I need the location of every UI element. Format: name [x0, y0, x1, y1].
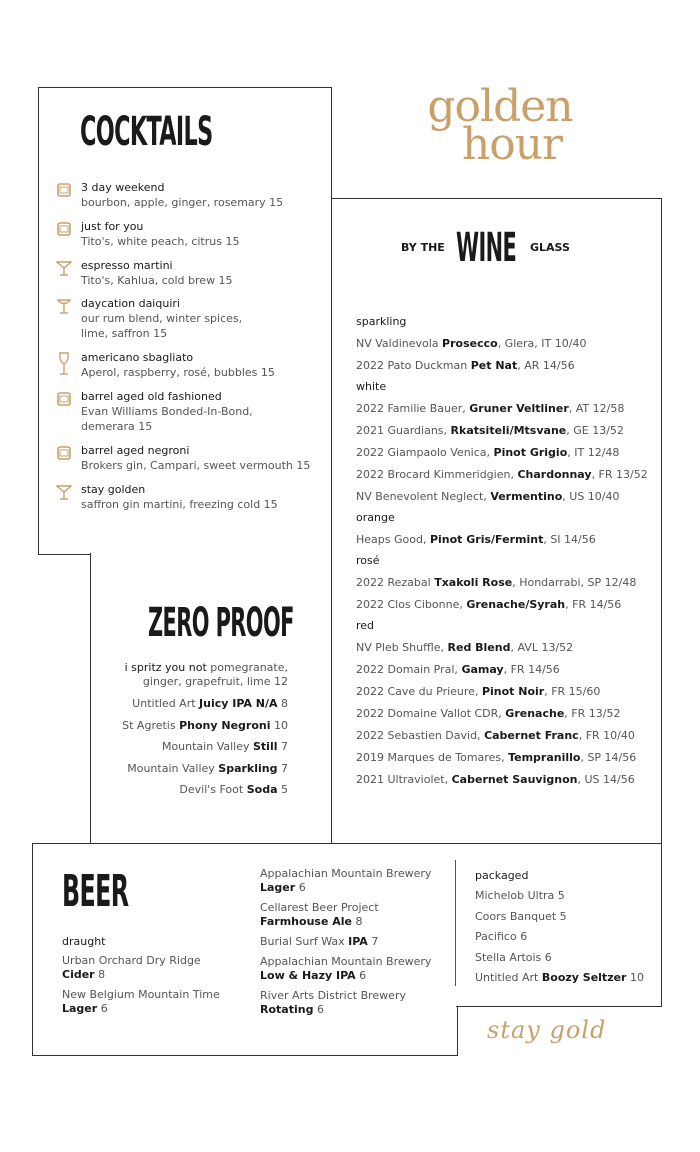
- beer-panel-step: [456, 1006, 661, 1007]
- rocks-glass-icon: [56, 390, 72, 412]
- cocktail-desc: Tito's, white peach, citrus 15: [81, 235, 240, 248]
- wine-origin-price: , FR 13/52: [591, 468, 648, 481]
- cocktail-desc: saffron gin martini, freezing cold 15: [81, 498, 278, 511]
- wine-producer: 2022 Familie Bauer,: [356, 402, 470, 415]
- beer-title: BEER: [62, 866, 129, 917]
- zp-row: [162, 740, 288, 753]
- beer-price: 6: [541, 950, 552, 964]
- beer-style: Lager: [62, 1002, 98, 1015]
- martini-glass-icon: [56, 259, 72, 281]
- wine-row: [356, 773, 635, 786]
- wine-origin-price: , SI 14/56: [543, 533, 596, 546]
- cocktail-item: [81, 350, 326, 380]
- wine-row: [356, 468, 648, 481]
- cocktail-item: [81, 180, 326, 210]
- beer-price: 5: [554, 889, 565, 902]
- wine-producer: 2022 Clos Cibonne,: [356, 598, 467, 611]
- wine-producer: NV Benevolent Neglect,: [356, 490, 491, 503]
- beer-line: [260, 935, 378, 949]
- zp-row: [132, 697, 288, 710]
- zp-price: 10: [270, 718, 288, 732]
- beer-price: 6: [516, 930, 528, 943]
- packaged-item: [475, 951, 552, 964]
- brewery-name: Appalachian Mountain Brewery: [260, 955, 432, 968]
- brewery-name: Urban Orchard Dry Ridge: [62, 954, 201, 967]
- beer-maker: Burial Surf Wax: [260, 935, 349, 948]
- beer-style: Cider: [62, 968, 95, 981]
- wine-producer: 2022 Rezabal: [356, 576, 435, 589]
- wine-origin-price: , Glera, IT 10/40: [497, 337, 587, 350]
- wine-origin-price: , FR 15/60: [544, 685, 601, 698]
- beer-style: IPA: [348, 935, 368, 948]
- beer-item: [260, 935, 378, 949]
- zp-maker: Mountain Valley: [127, 761, 219, 775]
- beer-maker: Pacifico: [475, 930, 517, 943]
- beer-price: 6: [295, 881, 306, 894]
- wine-producer: 2021 Guardians,: [356, 424, 451, 437]
- brand-line1: golden: [427, 81, 573, 132]
- wine-row: [356, 337, 586, 350]
- zp-price: 5: [277, 783, 288, 796]
- brand-logo: [400, 81, 600, 170]
- beer-divider: [455, 860, 456, 986]
- zp-spritz-name: i spritz you not: [124, 661, 207, 674]
- wine-varietal: Pet Nat: [470, 359, 518, 372]
- martini-glass-icon: [56, 483, 72, 505]
- cocktail-item: [81, 443, 326, 473]
- wine-origin-price: , US 10/40: [562, 490, 620, 503]
- wine-varietal: Gamay: [461, 663, 504, 676]
- beer-line: [260, 881, 431, 895]
- zp-drink: Phony Negroni: [179, 718, 271, 732]
- wine-producer: 2022 Cave du Prieure,: [356, 685, 482, 698]
- brewery-name: Appalachian Mountain Brewery: [260, 867, 432, 880]
- cocktail-name: espresso martini: [81, 259, 173, 272]
- cocktail-name: americano sbagliato: [81, 351, 194, 364]
- cocktail-name: barrel aged negroni: [81, 444, 190, 457]
- wine-producer: NV Valdinevola: [356, 337, 443, 350]
- wine-origin-price: , Hondarrabi, SP 12/48: [512, 576, 637, 589]
- zp-spritz-desc: pomegranate,: [206, 661, 288, 674]
- beer-item: [260, 955, 431, 983]
- beer-style: Low & Hazy IPA: [260, 969, 356, 982]
- beer-price: 7: [367, 935, 379, 948]
- wine-varietal: Gruner Veltliner: [469, 402, 569, 415]
- brewery-name: River Arts District Brewery: [260, 989, 406, 1002]
- wine-producer: 2019 Marques de Tomares,: [356, 751, 509, 764]
- wine-row: [356, 685, 600, 698]
- wine-varietal: Pinot Grigio: [493, 446, 568, 459]
- cocktail-desc: Aperol, raspberry, rosé, bubbles 15: [81, 366, 275, 379]
- packaged-item: [475, 910, 567, 923]
- brewery-name: New Belgium Mountain Time: [62, 988, 220, 1001]
- wine-producer: Heaps Good,: [356, 533, 430, 546]
- zp-drink: Juicy IPA N/A: [199, 697, 278, 710]
- wine-row: [356, 533, 596, 546]
- wine-row: [356, 490, 620, 503]
- wine-varietal: Prosecco: [442, 337, 498, 350]
- beer-line: [260, 1003, 406, 1017]
- beer-item: [260, 901, 379, 929]
- wine-row: [356, 446, 619, 459]
- beer-maker: Untitled Art: [475, 971, 542, 984]
- beer-style: Boozy Seltzer: [541, 971, 627, 984]
- wine-varietal: Rkatsiteli/Mtsvane: [450, 424, 567, 437]
- wine-post: GLASS: [530, 241, 570, 254]
- wine-category-orange: orange: [356, 511, 395, 524]
- beer-item: [260, 867, 431, 895]
- wine-producer: 2022 Brocard Kimmeridgien,: [356, 468, 518, 481]
- beer-item: [62, 988, 220, 1016]
- cocktail-item: [81, 482, 326, 512]
- beer-item: [62, 954, 201, 982]
- packaged-item: [475, 930, 527, 943]
- cocktail-item: [81, 258, 326, 288]
- beer-maker: Michelob Ultra: [475, 889, 555, 902]
- cocktail-name: barrel aged old fashioned: [81, 390, 222, 403]
- zp-row: [127, 762, 288, 775]
- wine-category-sparkling: sparkling: [356, 315, 407, 328]
- zp-row: [179, 783, 288, 796]
- wine-varietal: Pinot Noir: [481, 685, 545, 698]
- wine-row: [356, 641, 573, 654]
- tagline: stay gold: [487, 1016, 607, 1044]
- cocktail-item: [81, 296, 326, 341]
- beer-price: 10: [626, 971, 644, 984]
- wine-origin-price: , AR 14/56: [517, 359, 575, 372]
- wine-origin-price: , US 14/56: [577, 773, 635, 786]
- cocktail-name: daycation daiquiri: [81, 297, 180, 310]
- zp-maker: Untitled Art: [132, 697, 200, 710]
- wine-row: [356, 598, 621, 611]
- cocktail-desc: Evan Williams Bonded-In-Bond,: [81, 405, 253, 418]
- wine-row: [356, 402, 624, 415]
- wine-varietal: Grenache: [505, 707, 565, 720]
- cocktails-title: COCKTAILS: [80, 109, 213, 155]
- wine-producer: NV Pleb Shuffle,: [356, 641, 448, 654]
- beer-style: Rotating: [260, 1003, 314, 1016]
- wine-origin-price: , IT 12/48: [567, 446, 620, 459]
- zero-proof-title: ZERO PROOF: [148, 600, 294, 646]
- beer-price: 6: [355, 969, 367, 982]
- beer-item: [260, 989, 406, 1017]
- wine-varietal: Cabernet Sauvignon: [451, 773, 578, 786]
- zp-maker: Devil's Foot: [179, 783, 247, 796]
- cocktail-desc: Brokers gin, Campari, sweet vermouth 15: [81, 459, 311, 472]
- wine-category-white: white: [356, 380, 387, 393]
- rocks-glass-icon: [56, 220, 72, 242]
- wine-varietal: Pinot Gris/Fermint: [429, 533, 544, 546]
- wine-origin-price: , FR 14/56: [565, 598, 622, 611]
- cocktail-desc: our rum blend, winter spices,: [81, 312, 243, 325]
- wine-row: [356, 751, 636, 764]
- wine-row: [356, 729, 635, 742]
- wine-row: [356, 707, 620, 720]
- beer-draught-label: draught: [62, 935, 106, 948]
- wine-varietal: Vermentino: [490, 490, 563, 503]
- wine-varietal: Chardonnay: [517, 468, 592, 481]
- wine-row: [356, 359, 575, 372]
- beer-line: [62, 1002, 220, 1016]
- cocktail-item: [81, 389, 326, 434]
- cocktail-desc: bourbon, apple, ginger, rosemary 15: [81, 196, 284, 209]
- wine-row: [356, 424, 624, 437]
- wine-category-rose: rosé: [356, 554, 380, 567]
- brewery-name: Cellarest Beer Project: [260, 901, 379, 914]
- zp-drink: Sparkling: [218, 761, 278, 775]
- beer-price: 8: [351, 915, 363, 928]
- wine-origin-price: , AT 12/58: [568, 402, 625, 415]
- coupe-glass-icon: [56, 297, 72, 319]
- wine-origin-price: , AVL 13/52: [510, 641, 574, 654]
- zp-price: 8: [277, 697, 288, 710]
- wine-producer: 2022 Domain Pral,: [356, 663, 462, 676]
- beer-style: Farmhouse Ale: [260, 915, 352, 928]
- wine-producer: 2022 Giampaolo Venica,: [356, 446, 494, 459]
- wine-producer: 2022 Domaine Vallot CDR,: [356, 707, 506, 720]
- wine-producer: 2022 Sebastien David,: [356, 729, 485, 742]
- beer-price: 5: [556, 909, 567, 923]
- packaged-item: [475, 889, 565, 902]
- rocks-glass-icon: [56, 181, 72, 203]
- beer-style: Lager: [260, 881, 296, 894]
- zp-spritz-desc2: ginger, grapefruit, lime 12: [142, 675, 288, 688]
- packaged-item: [475, 971, 644, 984]
- rocks-glass-icon: [56, 444, 72, 466]
- cocktail-name: 3 day weekend: [81, 181, 165, 194]
- cocktail-desc-2: demerara 15: [81, 420, 153, 433]
- beer-price: 8: [94, 968, 106, 981]
- wine-row: [356, 663, 560, 676]
- wine-origin-price: , GE 13/52: [566, 424, 624, 437]
- wine-origin-price: , SP 14/56: [580, 751, 637, 764]
- beer-maker: Coors Banquet: [475, 909, 557, 923]
- zp-drink: Soda: [246, 783, 278, 796]
- cocktail-desc-2: lime, saffron 15: [81, 327, 168, 340]
- wine-category-red: red: [356, 619, 375, 632]
- cocktail-desc: Tito's, Kahlua, cold brew 15: [81, 274, 233, 287]
- cocktail-name: just for you: [81, 220, 144, 233]
- zp-maker: Mountain Valley: [161, 740, 253, 753]
- wine-varietal: Grenache/Syrah: [466, 598, 566, 611]
- beer-price: 6: [313, 1003, 324, 1016]
- zp-drink: Still: [253, 740, 278, 753]
- zp-maker: St Agretis: [122, 718, 180, 732]
- wine-origin-price: , FR 10/40: [578, 729, 635, 742]
- cocktail-name: stay golden: [81, 483, 146, 496]
- beer-maker: Stella Artois: [475, 950, 542, 964]
- beer-line: [62, 968, 201, 982]
- wine-varietal: Red Blend: [447, 641, 511, 654]
- beer-line: [260, 915, 379, 929]
- beer-packaged-label: packaged: [475, 869, 529, 882]
- beer-line: [260, 969, 431, 983]
- wine-row: [356, 576, 636, 589]
- wine-producer: 2022 Pato Duckman: [356, 359, 471, 372]
- zp-spritz: [125, 661, 288, 689]
- zp-price: 7: [277, 740, 288, 753]
- wine-glass-icon: [56, 351, 72, 381]
- cocktail-item: [81, 219, 326, 249]
- brand-line2: hour: [461, 119, 563, 170]
- wine-title: WINE: [456, 225, 517, 271]
- wine-origin-price: , FR 14/56: [503, 663, 560, 676]
- wine-varietal: Cabernet Franc: [484, 729, 579, 742]
- wine-producer: 2021 Ultraviolet,: [356, 773, 452, 786]
- zp-price: 7: [277, 761, 288, 775]
- wine-pre: BY THE: [401, 241, 445, 254]
- wine-varietal: Tempranillo: [508, 751, 581, 764]
- wine-origin-price: , FR 13/52: [564, 707, 621, 720]
- beer-price: 6: [97, 1002, 108, 1015]
- zp-row: [122, 719, 288, 732]
- wine-varietal: Txakoli Rose: [434, 576, 513, 589]
